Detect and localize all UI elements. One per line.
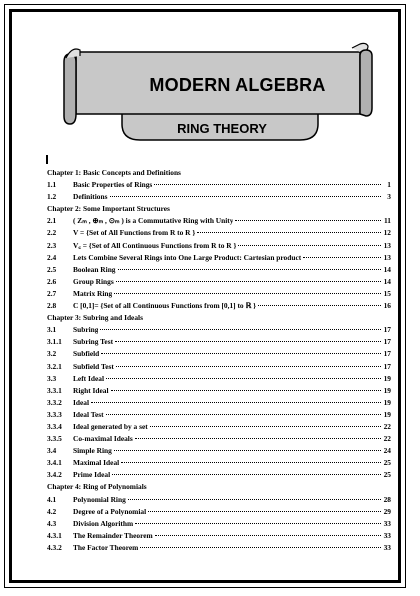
section-number: 2.1	[47, 216, 57, 226]
section-title: Ideal Test	[73, 409, 104, 419]
dot-leader	[148, 511, 381, 512]
dot-leader	[114, 293, 381, 294]
section-number: 4.2	[47, 506, 57, 516]
section-title: Left Ideal	[73, 373, 104, 383]
page-number: 14	[383, 264, 391, 274]
page-number: 25	[383, 470, 391, 480]
section-number: 3.3.4	[47, 421, 62, 431]
dot-leader	[100, 329, 381, 330]
dot-leader	[118, 269, 381, 270]
section-number: 3.1	[47, 325, 57, 335]
page-number: 13	[383, 252, 391, 262]
toc-entry[interactable]	[47, 288, 391, 300]
page-number: 24	[383, 446, 391, 456]
page-number: 14	[383, 276, 391, 286]
section-number: 2.6	[47, 276, 57, 286]
page-number: 13	[383, 240, 391, 250]
page-number: 15	[383, 288, 391, 298]
page-number: 33	[383, 542, 391, 552]
page-number: 12	[383, 228, 391, 238]
section-number: 3.3.3	[47, 409, 62, 419]
banner-subtitle: RING THEORY	[177, 121, 267, 136]
dot-leader	[111, 390, 381, 391]
section-title: Right Ideal	[73, 385, 109, 395]
section-title: V = {Set of All Functions from R to R }	[73, 228, 196, 238]
section-title: Matrix Ring	[73, 288, 113, 298]
page-number: 19	[383, 397, 391, 407]
chapter-title: Chapter 1: Basic Concepts and Definitions	[47, 168, 181, 177]
dot-leader	[154, 184, 381, 185]
section-title: V꜀ = {Set of All Continuous Functions from R to R }	[73, 240, 237, 250]
section-title: The Remainder Theorem	[73, 530, 153, 540]
section-title: The Factor Theorem	[73, 542, 139, 552]
dot-leader	[197, 232, 381, 233]
toc-chapter-heading	[47, 167, 391, 179]
page-number: 22	[383, 421, 391, 431]
dot-leader	[135, 523, 381, 524]
section-number: 4.3	[47, 518, 57, 528]
toc-entry[interactable]	[47, 348, 391, 360]
section-title: Polynomial Ring	[73, 494, 126, 504]
toc-entry[interactable]	[47, 300, 391, 312]
toc-chapter-heading	[47, 481, 391, 493]
dot-leader	[91, 402, 381, 403]
section-number: 3.2	[47, 349, 57, 359]
dot-leader	[106, 414, 381, 415]
section-number: 2.3	[47, 240, 57, 250]
dot-leader	[116, 366, 381, 367]
dot-leader	[235, 220, 381, 221]
page-number: 33	[383, 530, 391, 540]
section-number: 4.3.2	[47, 542, 62, 552]
dot-leader	[110, 196, 382, 197]
section-title: Ideal	[73, 397, 90, 407]
section-number: 3.4.1	[47, 458, 62, 468]
section-number: 2.7	[47, 288, 57, 298]
toc-entry[interactable]	[47, 252, 391, 264]
section-number: 2.5	[47, 264, 57, 274]
section-number: 4.1	[47, 494, 57, 504]
section-title: Simple Ring	[73, 446, 112, 456]
section-title: Subring Test	[73, 337, 114, 347]
page-number: 17	[383, 337, 391, 347]
dot-leader	[112, 474, 381, 475]
dot-leader	[101, 353, 381, 354]
page-number: 19	[383, 409, 391, 419]
section-title: Definitions	[73, 192, 108, 202]
toc-chapter-heading	[47, 312, 391, 324]
section-number: 2.8	[47, 301, 57, 311]
toc-entry[interactable]	[47, 227, 391, 239]
dot-leader	[155, 535, 381, 536]
toc-entry[interactable]	[47, 361, 391, 373]
toc-entry[interactable]	[47, 179, 391, 191]
dot-leader	[116, 281, 381, 282]
page-number: 11	[384, 216, 391, 226]
section-number: 4.3.1	[47, 530, 62, 540]
toc-entry[interactable]	[47, 542, 391, 554]
toc-entry[interactable]	[47, 240, 391, 252]
section-title: Degree of a Polynomial	[73, 506, 147, 516]
toc-entry[interactable]	[47, 421, 391, 433]
section-title: Group Rings	[73, 276, 114, 286]
page-number: 3	[387, 192, 391, 202]
chapter-title: Chapter 2: Some Important Structures	[47, 204, 170, 214]
chapter-title: Chapter 4: Ring of Polynomials	[47, 482, 147, 492]
page-number: 19	[383, 373, 391, 383]
toc-entry[interactable]	[47, 409, 391, 421]
banner-title: MODERN ALGEBRA	[149, 75, 326, 95]
dot-leader	[258, 305, 381, 306]
page-number: 17	[383, 349, 391, 359]
table-of-contents	[47, 167, 391, 554]
dot-leader	[238, 245, 381, 246]
toc-entry[interactable]	[47, 433, 391, 445]
dot-leader	[140, 547, 381, 548]
dot-leader	[135, 438, 381, 439]
section-number: 3.3.5	[47, 434, 62, 444]
section-title: ( Zₘ , ⊕ₘ , ⊙ₘ ) is a Commutative Ring with Unity	[73, 216, 234, 226]
section-title: Ideal generated by a set	[73, 421, 148, 431]
section-number: 3.2.1	[47, 361, 62, 371]
toc-entry[interactable]	[47, 518, 391, 530]
page-number: 29	[383, 506, 391, 516]
toc-chapter-heading	[47, 203, 391, 215]
toc-entry[interactable]	[47, 336, 391, 348]
toc-entry[interactable]	[47, 373, 391, 385]
section-number: 1.2	[47, 192, 57, 202]
toc-entry[interactable]	[47, 445, 391, 457]
page-number: 16	[383, 301, 391, 311]
dot-leader	[115, 341, 381, 342]
page-number: 33	[383, 518, 391, 528]
section-title: Boolean Ring	[73, 264, 116, 274]
page-number: 17	[383, 361, 391, 371]
section-title: Subfield	[73, 349, 100, 359]
section-number: 3.3.1	[47, 385, 62, 395]
text-cursor	[46, 155, 48, 164]
section-number: 3.1.1	[47, 337, 62, 347]
section-number: 3.4	[47, 446, 57, 456]
dot-leader	[106, 378, 381, 379]
section-number: 3.3	[47, 373, 57, 383]
section-number: 3.3.2	[47, 397, 62, 407]
toc-entry[interactable]	[47, 191, 391, 203]
section-title: Division Algorithm	[73, 518, 134, 528]
toc-entry[interactable]	[47, 506, 391, 518]
section-title: Maximal Ideal	[73, 458, 120, 468]
page-number: 22	[383, 434, 391, 444]
toc-entry[interactable]	[47, 494, 391, 506]
toc-entry[interactable]	[47, 276, 391, 288]
toc-entry[interactable]	[47, 215, 391, 227]
dot-leader	[114, 450, 381, 451]
section-title: Co-maximal Ideals	[73, 434, 133, 444]
toc-entry[interactable]	[47, 324, 391, 336]
section-number: 2.2	[47, 228, 57, 238]
page-number: 28	[383, 494, 391, 504]
dot-leader	[150, 426, 381, 427]
toc-entry[interactable]	[47, 457, 391, 469]
section-title: Basic Properties of Rings	[73, 180, 153, 190]
section-title: Subring	[73, 325, 99, 335]
section-number: 2.4	[47, 252, 57, 262]
dot-leader	[121, 462, 381, 463]
section-title: C [0,1]= {Set of all Continuous Functions from [0,1] to ℝ }	[73, 301, 257, 311]
page-number: 17	[383, 325, 391, 335]
toc-entry[interactable]	[47, 264, 391, 276]
section-number: 1.1	[47, 180, 57, 190]
toc-entry[interactable]	[47, 397, 391, 409]
page-number: 25	[383, 458, 391, 468]
dot-leader	[128, 499, 381, 500]
toc-entry[interactable]	[47, 469, 391, 481]
section-title: Subfield Test	[73, 361, 114, 371]
section-title: Lets Combine Several Rings into One Large Product: Cartesian product	[73, 252, 302, 262]
chapter-title: Chapter 3: Subring and Ideals	[47, 313, 143, 323]
page-number: 1	[387, 180, 391, 190]
page-number: 19	[383, 385, 391, 395]
dot-leader	[303, 257, 381, 258]
section-number: 3.4.2	[47, 470, 62, 480]
section-title: Prime Ideal	[73, 470, 111, 480]
toc-entry[interactable]	[47, 385, 391, 397]
toc-entry[interactable]	[47, 530, 391, 542]
